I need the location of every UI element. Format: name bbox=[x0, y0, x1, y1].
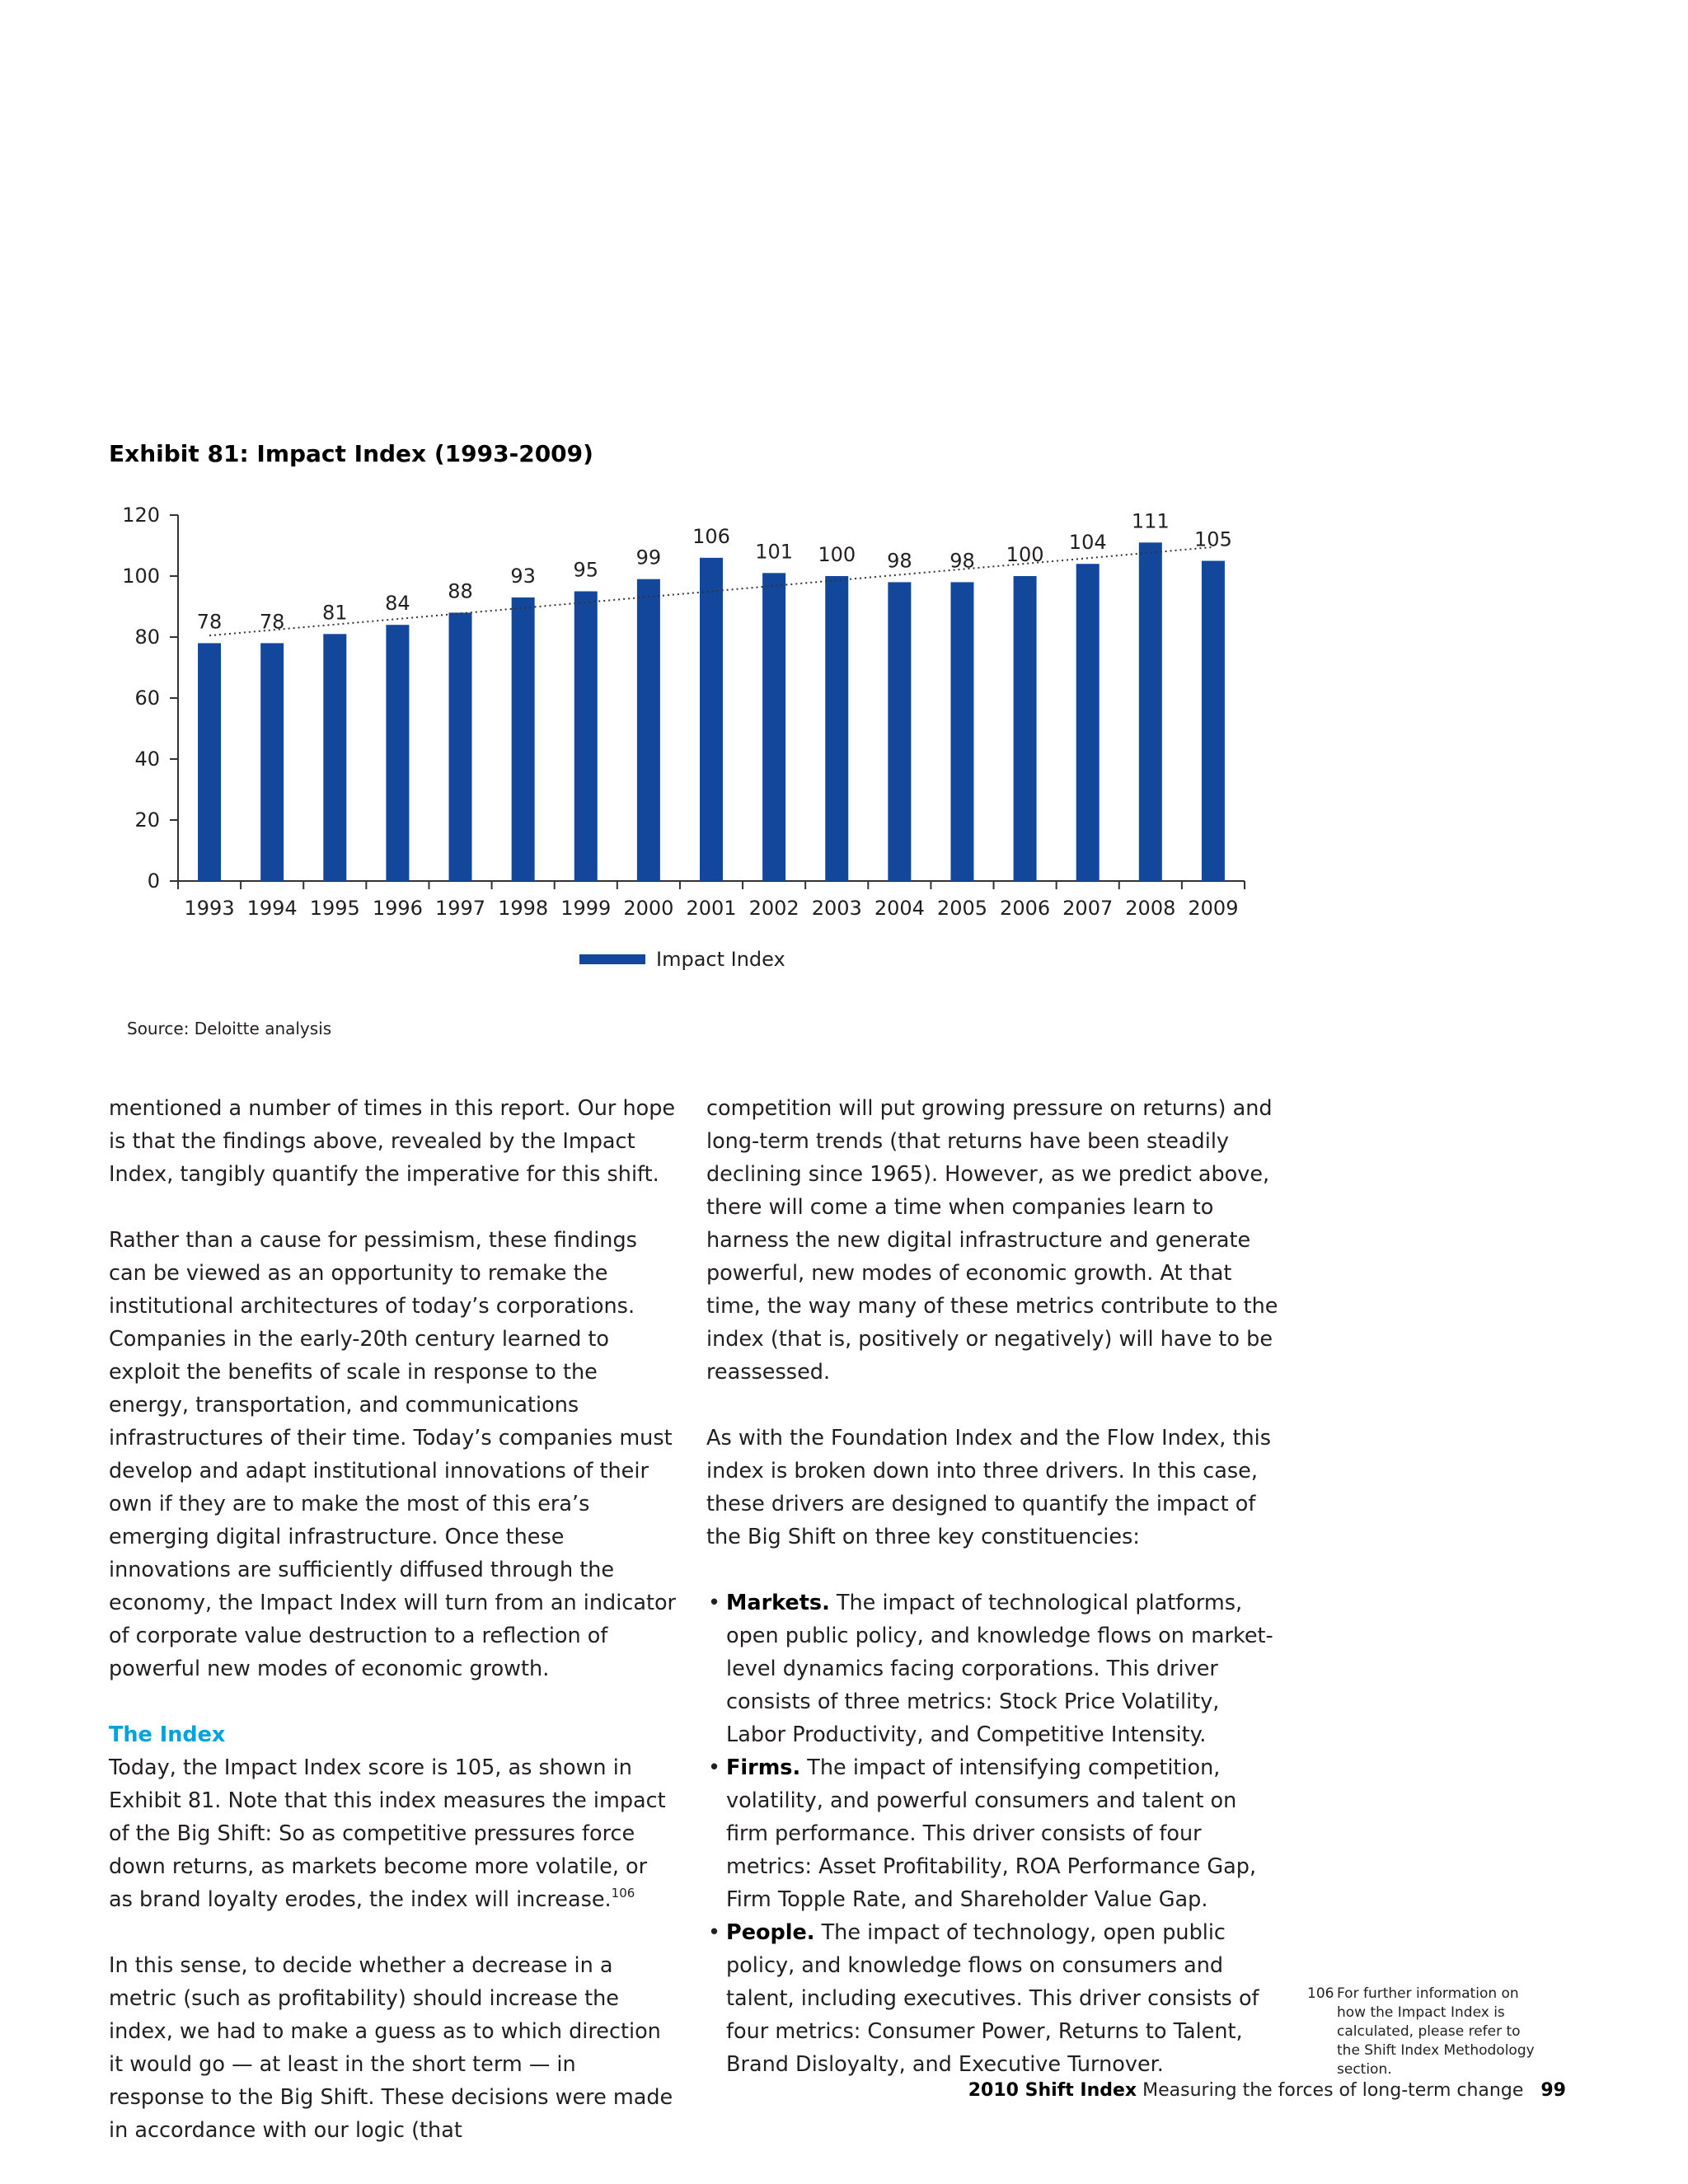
data-label: 98 bbox=[950, 549, 975, 573]
bar bbox=[762, 573, 785, 881]
footnote-reference[interactable]: 106 bbox=[611, 1885, 635, 1900]
paragraph: As with the Foundation Index and the Flow Index, this index is broken down into three drivers. In this case, these drivers are designed to quantify the impact of the Big Shift on three key constituencies: bbox=[706, 1426, 1272, 1549]
footnote-text: For further information on how the Impact Index is calculated, please refer to the Shift Index Methodology section. bbox=[1337, 1985, 1535, 2078]
bar bbox=[888, 582, 911, 881]
y-tick-label: 100 bbox=[122, 565, 160, 588]
x-tick-label: 1999 bbox=[560, 897, 612, 920]
x-tick-label: 1993 bbox=[184, 897, 235, 920]
paragraph: In this sense, to decide whether a decrease in a metric (such as profitability) should increase the index, we had to make a guess as to which direction it would go — at least in the short term — in response to the Big Shift. These decisions were made in accordance with our logic (that bbox=[109, 1953, 673, 2143]
data-label: 104 bbox=[1068, 531, 1107, 555]
y-tick-label: 120 bbox=[122, 504, 160, 527]
list-item bbox=[706, 1586, 1283, 1751]
bar bbox=[637, 579, 660, 881]
paragraph: competition will put growing pressure on returns) and long-term trends (that returns have been steadily declining since 1965). However, as we predict above, there will come a time when companies learn to harness the new digital infrastructure and generate powerful, new modes of economic growth. At that time, the way many of these metrics contribute to the index (that is, positively or negatively) will have to be reassessed. bbox=[706, 1096, 1278, 1385]
bar bbox=[198, 643, 221, 881]
data-label: 100 bbox=[818, 543, 856, 566]
bar bbox=[449, 612, 472, 881]
bar bbox=[950, 582, 973, 881]
list-item bbox=[706, 1916, 1283, 2081]
data-label: 95 bbox=[573, 558, 599, 582]
bar bbox=[1076, 564, 1100, 881]
x-tick-label: 1994 bbox=[246, 897, 298, 920]
bar bbox=[512, 598, 535, 881]
footnote-number: 106 bbox=[1307, 1985, 1334, 2002]
data-label: 99 bbox=[635, 546, 662, 569]
list-item-term: Markets. bbox=[726, 1591, 830, 1615]
bullet-dot: • bbox=[708, 1920, 721, 1945]
bar bbox=[260, 643, 284, 881]
footer-tagline: Measuring the forces of long-term change bbox=[1142, 2080, 1524, 2101]
y-tick-label: 0 bbox=[147, 869, 160, 893]
x-tick-label: 1996 bbox=[372, 897, 423, 920]
bar bbox=[700, 558, 723, 881]
data-label: 106 bbox=[692, 524, 730, 548]
bullet-dot: • bbox=[708, 1755, 721, 1780]
bar bbox=[386, 625, 409, 881]
paragraph bbox=[109, 1751, 678, 1916]
bullet-dot: • bbox=[708, 1591, 721, 1615]
x-tick-label: 2004 bbox=[874, 897, 925, 920]
data-label: 84 bbox=[385, 592, 410, 616]
x-tick-label: 2001 bbox=[686, 897, 737, 920]
list-item-term: People. bbox=[726, 1920, 815, 1945]
data-label: 78 bbox=[259, 610, 285, 634]
section-heading-the-index: The Index bbox=[109, 1722, 226, 1747]
page-number: 99 bbox=[1540, 2080, 1566, 2101]
x-tick-label: 2003 bbox=[811, 897, 862, 920]
page-footer bbox=[968, 2080, 1566, 2101]
list-item-text: The impact of technological platforms, open public policy, and knowledge flows on market-level dynamics facing corporations. This driver consists of three metrics: Stock Price Volatility, Labor Productivity, and Competitive Intensity. bbox=[726, 1591, 1273, 1747]
x-tick-label: 2002 bbox=[748, 897, 799, 920]
x-tick-label: 1995 bbox=[309, 897, 360, 920]
x-tick-label: 2008 bbox=[1125, 897, 1176, 920]
data-label: 88 bbox=[448, 579, 473, 603]
footnote bbox=[1307, 1985, 1546, 2079]
legend-swatch bbox=[579, 954, 645, 964]
x-tick-label: 2009 bbox=[1188, 897, 1239, 920]
chart-source: Source: Deloitte analysis bbox=[127, 1019, 332, 1038]
body-left-column bbox=[109, 1092, 678, 2147]
bar bbox=[1139, 542, 1162, 881]
data-label: 93 bbox=[510, 564, 536, 588]
x-tick-label: 2000 bbox=[623, 897, 674, 920]
data-label: 81 bbox=[322, 601, 348, 625]
data-label: 101 bbox=[755, 540, 794, 564]
bar bbox=[825, 576, 848, 881]
list-item-text: The impact of intensifying competition, volatility, and powerful consumers and talent on firm performance. This driver consists of four metrics: Asset Profitability, ROA Performance Gap, Firm Topple Rate, and Shareholder Value Gap. bbox=[726, 1755, 1257, 1912]
y-tick-label: 80 bbox=[134, 626, 160, 649]
bar bbox=[1014, 576, 1037, 881]
x-tick-label: 2007 bbox=[1062, 897, 1114, 920]
x-tick-label: 1997 bbox=[434, 897, 486, 920]
data-label: 100 bbox=[1006, 543, 1044, 566]
x-tick-label: 1998 bbox=[498, 897, 549, 920]
data-label: 78 bbox=[196, 610, 223, 634]
data-label: 105 bbox=[1194, 527, 1232, 551]
driver-list bbox=[706, 1586, 1283, 2081]
paragraph: Rather than a cause for pessimism, these findings can be viewed as an opportunity to remake the institutional architectures of today’s corporations. Companies in the early-20th century learned to exploit the benefits of scale in response to the energy, transportation, and communications infrastructures of their time. Today’s companies must develop and adapt institutional innovations of their own if they are to make the most of this era’s emerging digital infrastructure. Once these innovations are sufficiently diffused through the economy, the Impact Index will turn from an indicator of corporate value destruction to a reflection of powerful new modes of economic growth. bbox=[109, 1228, 677, 1681]
legend-label: Impact Index bbox=[656, 948, 785, 971]
paragraph: mentioned a number of times in this report. Our hope is that the findings above, revealed by the Impact Index, tangibly quantify the imperative for this shift. bbox=[109, 1096, 676, 1187]
y-tick-label: 20 bbox=[134, 808, 160, 832]
footer-brand: 2010 Shift Index bbox=[968, 2080, 1137, 2101]
bar bbox=[323, 634, 346, 881]
data-label: 98 bbox=[887, 549, 912, 573]
list-item-term: Firms. bbox=[726, 1755, 801, 1780]
impact-index-chart bbox=[0, 0, 1688, 989]
list-item-text: The impact of technology, open public policy, and knowledge flows on consumers and talent, including executives. This driver consists of four metrics: Consumer Power, Returns to Talent, Brand Disloyalty, and Executive Turnover. bbox=[726, 1920, 1259, 2077]
paragraph-text: Today, the Impact Index score is 105, as shown in Exhibit 81. Note that this index measures the impact of the Big Shift: So as competitive pressures force down returns, as markets become more volatile, or as brand loyalty erodes, the index will increase. bbox=[109, 1755, 666, 1912]
bar bbox=[1202, 561, 1225, 882]
y-tick-label: 40 bbox=[134, 748, 160, 771]
y-tick-label: 60 bbox=[134, 687, 160, 710]
data-label: 111 bbox=[1131, 509, 1170, 533]
list-item bbox=[706, 1751, 1283, 1916]
x-tick-label: 2005 bbox=[936, 897, 988, 920]
bar bbox=[574, 592, 598, 882]
x-tick-label: 2006 bbox=[1000, 897, 1051, 920]
exhibit-title: Exhibit 81: Impact Index (1993-2009) bbox=[109, 440, 593, 467]
body-right-column bbox=[706, 1092, 1283, 2081]
